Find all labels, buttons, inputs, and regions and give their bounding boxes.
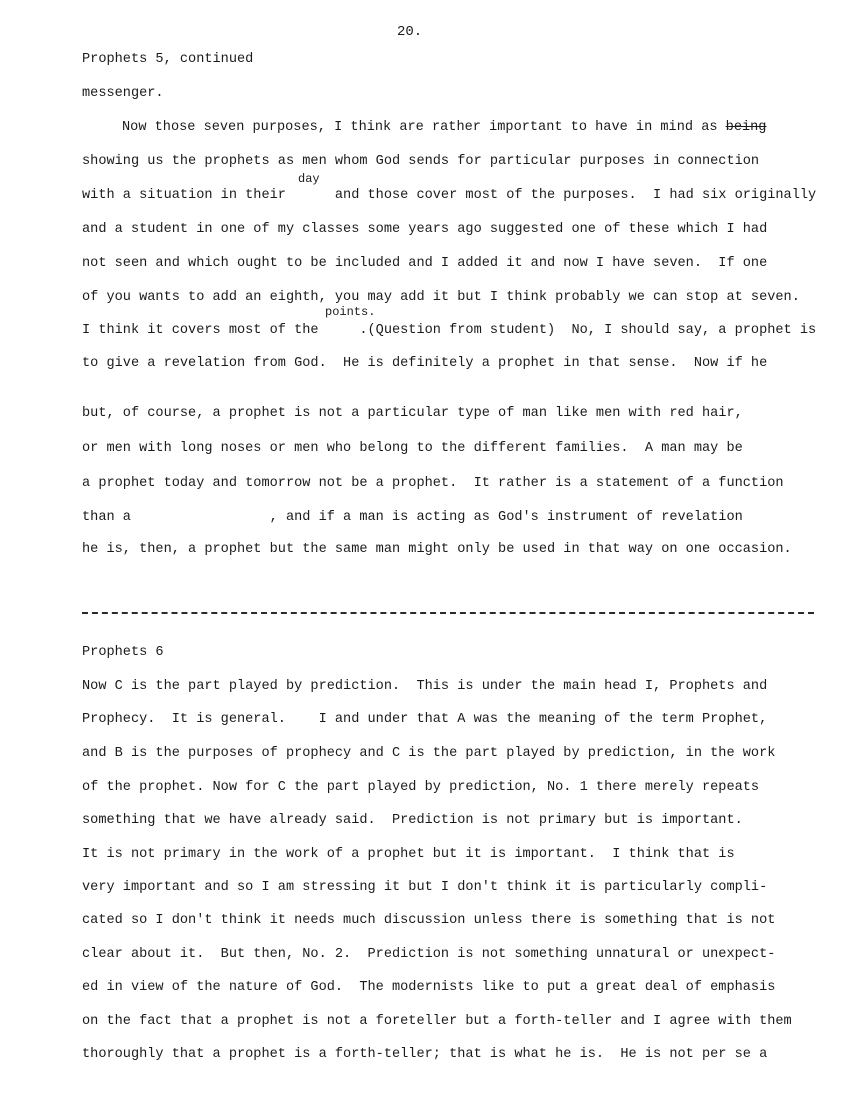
page-number: 20. <box>397 24 423 40</box>
struck-word: being <box>725 120 767 135</box>
section-heading-prophets-5: Prophets 5, continued <box>82 52 254 67</box>
text-line-content: Now those seven purposes, I think are rather important to have in mind as <box>122 120 726 135</box>
text-line: showing us the prophets as men whom God sends for particular purposes in connection <box>82 154 760 169</box>
section-divider <box>82 612 814 614</box>
text-line: not seen and which ought to be included and I added it and now I have seven. If one <box>82 256 768 271</box>
text-line: he is, then, a prophet but the same man might only be used in that way on one occasion. <box>82 542 792 557</box>
text-line: ed in view of the nature of God. The modernists like to put a great deal of emphasis <box>82 980 776 995</box>
text-line: of the prophet. Now for C the part played by prediction, No. 1 there merely repeats <box>82 780 760 795</box>
text-line: Prophecy. It is general. I and under that A was the meaning of the term Prophet, <box>82 712 768 727</box>
text-line: clear about it. But then, No. 2. Prediction is not something unnatural or unexpect- <box>82 947 776 962</box>
text-line: and B is the purposes of prophecy and C is the part played by prediction, in the work <box>82 746 776 761</box>
inserted-word-day: day <box>298 172 320 186</box>
text-line: messenger. <box>82 86 164 101</box>
text-line: cated so I don't think it needs much discussion unless there is something that is not <box>82 913 776 928</box>
text-line: a prophet today and tomorrow not be a prophet. It rather is a statement of a function <box>82 476 784 491</box>
text-line: thoroughly that a prophet is a forth-teller; that is what he is. He is not per se a <box>82 1047 768 1062</box>
text-line <box>122 120 766 136</box>
inserted-word-points: points. <box>325 305 376 319</box>
text-line: than a , and if a man is acting as God's instrument of revelation <box>82 510 743 525</box>
text-line: or men with long noses or men who belong to the different families. A man may be <box>82 441 743 456</box>
text-line: to give a revelation from God. He is definitely a prophet in that sense. Now if he <box>82 356 768 371</box>
section-heading-prophets-6: Prophets 6 <box>82 645 164 660</box>
text-line: Now C is the part played by prediction. This is under the main head I, Prophets and <box>82 679 768 694</box>
text-line: It is not primary in the work of a prophet but it is important. I think that is <box>82 847 735 862</box>
text-line: of you wants to add an eighth, you may add it but I think probably we can stop at seven. <box>82 290 800 305</box>
text-line: very important and so I am stressing it but I don't think it is particularly compli- <box>82 880 768 895</box>
text-line: and a student in one of my classes some years ago suggested one of these which I had <box>82 222 768 237</box>
text-line: on the fact that a prophet is not a foreteller but a forth-teller and I agree with them <box>82 1014 792 1029</box>
text-line: I think it covers most of the .(Question from student) No, I should say, a prophet is <box>82 323 817 338</box>
text-line: with a situation in their and those cover most of the purposes. I had six originally <box>82 188 817 203</box>
text-line: something that we have already said. Prediction is not primary but is important. <box>82 813 743 828</box>
text-line: but, of course, a prophet is not a particular type of man like men with red hair, <box>82 406 743 421</box>
